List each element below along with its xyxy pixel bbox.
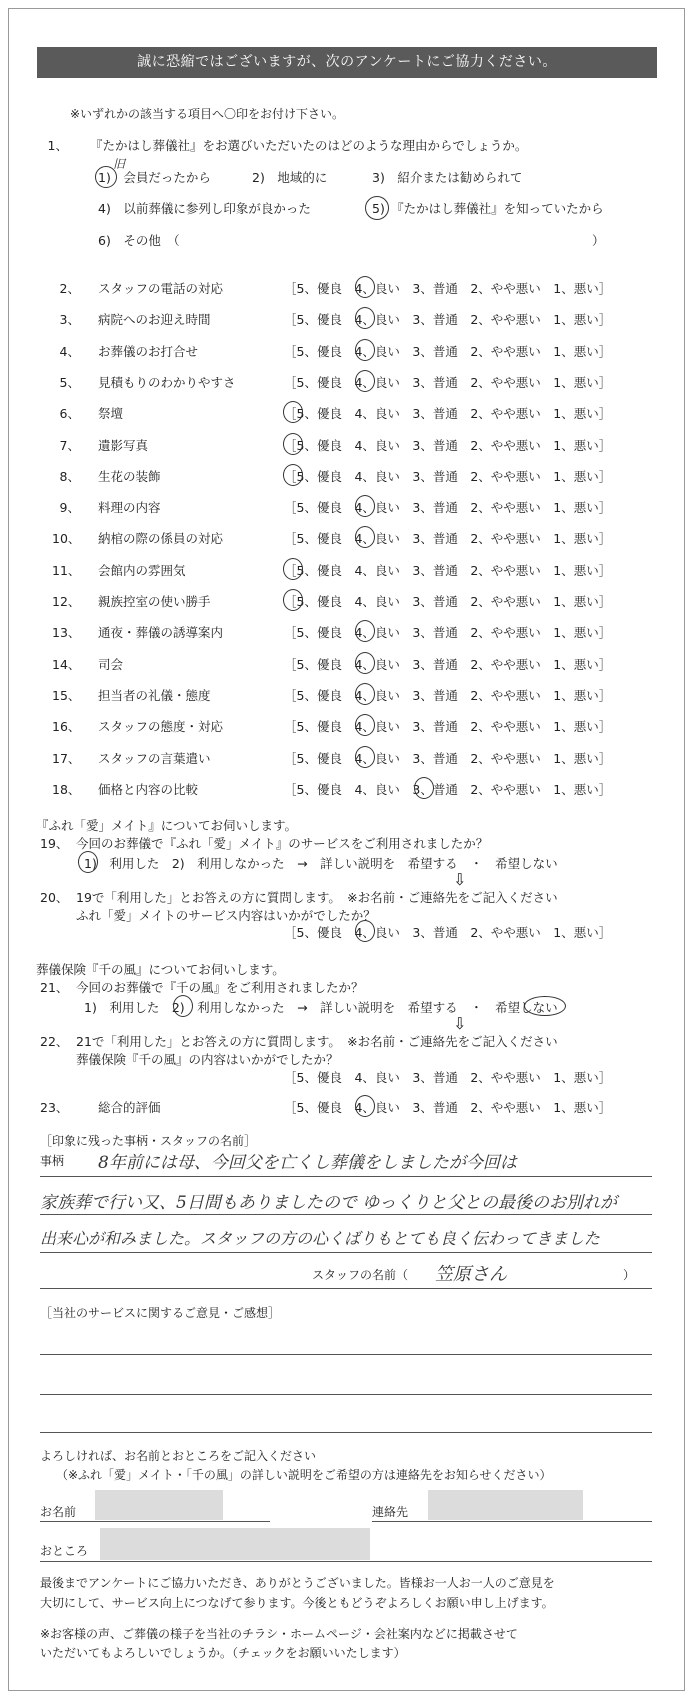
q21-options: 1) 利用した 2) 利用しなかった → 詳しい説明を 希望する ・ 希望しない xyxy=(84,1000,558,1015)
q22-scale: ［5、優良 4、良い 3、普通 2、やや悪い 1、悪い］ xyxy=(284,1070,612,1085)
rating-selected-circle xyxy=(355,526,375,548)
impression-rule-2 xyxy=(40,1214,652,1215)
staff-name-value: 笠原さん xyxy=(435,1264,507,1285)
address-label: おところ xyxy=(40,1544,89,1558)
rating-question-number: 6、 xyxy=(59,406,80,421)
rating-question-label: 料理の内容 xyxy=(98,500,161,515)
rating-selected-circle xyxy=(283,401,303,423)
rating-selected-circle xyxy=(283,589,303,611)
contact-line-2: （※ふれ「愛」メイト・「千の風」の詳しい説明をご希望の方は連絡先をお知らせください） xyxy=(56,1468,552,1482)
opinion-heading: ［当社のサービスに関するご意見・ご感想］ xyxy=(40,1306,281,1320)
q19-number: 19、 xyxy=(40,836,69,851)
rating-question-scale: ［5、優良 4、良い 3、普通 2、やや悪い 1、悪い］ xyxy=(284,281,612,296)
rating-selected-circle xyxy=(355,339,375,361)
q19-options: 1) 利用した 2) 利用しなかった → 詳しい説明を 希望する ・ 希望しない xyxy=(84,856,558,871)
rating-selected-circle xyxy=(414,777,434,799)
contact-rule xyxy=(372,1521,652,1522)
q1-option-3: 3) 紹介または勧められて xyxy=(372,170,523,185)
rating-selected-circle xyxy=(355,495,375,517)
rating-question-number: 9、 xyxy=(59,500,80,515)
address-rule xyxy=(40,1561,652,1562)
q21-option-2-circle xyxy=(173,995,193,1017)
rating-question-scale: ［5、優良 4、良い 3、普通 2、やや悪い 1、悪い］ xyxy=(284,406,612,421)
rating-question-number: 17、 xyxy=(52,751,81,766)
q1-text: 『たかはし葬儀社』をお選びいただいたのはどのような理由からでしょうか。 xyxy=(90,138,528,153)
rating-question-number: 13、 xyxy=(52,625,81,640)
q1-option-6-close: ） xyxy=(592,233,605,248)
q20-number: 20、 xyxy=(40,890,69,905)
q1-number: 1、 xyxy=(47,138,68,153)
rating-selected-circle xyxy=(355,276,375,298)
q21-down-arrow-icon: ⇩ xyxy=(453,1014,467,1033)
rating-question-number: 12、 xyxy=(52,594,81,609)
rating-question-number: 5、 xyxy=(59,375,80,390)
q1-option-5: 5) 『たかはし葬儀社』を知っていたから xyxy=(372,201,604,216)
contact-redacted-field xyxy=(428,1490,583,1520)
q1-option-6: 6) その他 （ xyxy=(98,233,180,248)
rating-selected-circle xyxy=(355,307,375,329)
q21-text: 今回のお葬儀で『千の風』をご利用されましたか？ xyxy=(76,980,364,995)
impression-line-3: 出来心が和みました。スタッフの方の心くばりもとても良く伝わってきました xyxy=(40,1229,600,1248)
rating-question-scale: ［5、優良 4、良い 3、普通 2、やや悪い 1、悪い］ xyxy=(284,438,612,453)
opinion-rule-3 xyxy=(40,1432,652,1433)
staff-name-close: ） xyxy=(623,1268,636,1282)
name-rule xyxy=(40,1521,270,1522)
rating-question-label: 会館内の雰囲気 xyxy=(98,563,186,578)
rating-question-label: スタッフの態度・対応 xyxy=(98,719,224,734)
rating-selected-circle xyxy=(355,370,375,392)
rating-question-scale: ［5、優良 4、良い 3、普通 2、やや悪い 1、悪い］ xyxy=(284,375,612,390)
q19-down-arrow-icon: ⇩ xyxy=(453,870,467,889)
q1-option-4: 4) 以前葬儀に参列し印象が良かった xyxy=(98,201,311,216)
closing-line-1: 最後までアンケートにご協力いただき、ありがとうございました。皆様お一人お一人のご意見を xyxy=(40,1576,555,1590)
q21-number: 21、 xyxy=(40,980,69,995)
rating-question-label: お葬儀のお打合せ xyxy=(98,344,199,359)
rating-question-number: 7、 xyxy=(59,438,80,453)
impression-line-1: 8年前には母、今回父を亡くし葬儀をしましたが今回は xyxy=(98,1153,517,1173)
q1-option-1: 1) 会員だったから xyxy=(98,170,211,185)
q22-number: 22、 xyxy=(40,1034,69,1049)
q20-text: 19で「利用した」とお答えの方に質問します。 ※お名前・ご連絡先をご記入ください xyxy=(76,890,558,905)
rating-question-label: 通夜・葬儀の誘導案内 xyxy=(98,625,224,640)
q1-option-5-circle xyxy=(365,196,389,220)
rating-question-scale: ［5、優良 4、良い 3、普通 2、やや悪い 1、悪い］ xyxy=(284,719,612,734)
impression-rule-1 xyxy=(40,1176,652,1177)
rating-question-label: 祭壇 xyxy=(98,406,124,421)
impression-rule-3 xyxy=(40,1252,652,1253)
rating-question-label: スタッフの言葉遣い xyxy=(98,751,211,766)
footer-note-2: いただいてもよろしいでしょうか。（チェックをお願いいたします） xyxy=(40,1646,406,1660)
contact-line-1: よろしければ、お名前とおところをご記入ください xyxy=(40,1449,317,1463)
rating-selected-circle xyxy=(283,464,303,486)
rating-question-label: 価格と内容の比較 xyxy=(98,782,199,797)
fureai-intro: 『ふれ「愛」メイト』についてお伺いします。 xyxy=(36,818,298,833)
opinion-rule-2 xyxy=(40,1394,652,1395)
q1-handwritten-note: 旧 xyxy=(113,157,126,171)
rating-question-number: 15、 xyxy=(52,688,81,703)
rating-question-label: 司会 xyxy=(98,657,124,672)
rating-question-label: 納棺の際の係員の対応 xyxy=(98,531,224,546)
rating-selected-circle xyxy=(355,683,375,705)
rating-question-number: 3、 xyxy=(59,312,80,327)
q22-text: 21で「利用した」とお答えの方に質問します。 ※お名前・ご連絡先をご記入ください xyxy=(76,1034,558,1049)
rating-question-label: 病院へのお迎え時間 xyxy=(98,312,211,327)
rating-selected-circle xyxy=(355,714,375,736)
rating-question-scale: ［5、優良 4、良い 3、普通 2、やや悪い 1、悪い］ xyxy=(284,344,612,359)
rating-question-number: 4、 xyxy=(59,344,80,359)
rating-question-scale: ［5、優良 4、良い 3、普通 2、やや悪い 1、悪い］ xyxy=(284,751,612,766)
name-label: お名前 xyxy=(40,1505,77,1519)
rating-question-scale: ［5、優良 4、良い 3、普通 2、やや悪い 1、悪い］ xyxy=(284,688,612,703)
rating-question-label: 親族控室の使い勝手 xyxy=(98,594,211,609)
q20-scale: ［5、優良 4、良い 3、普通 2、やや悪い 1、悪い］ xyxy=(284,925,612,940)
rating-question-number: 18、 xyxy=(52,782,81,797)
address-redacted-field xyxy=(100,1528,370,1560)
survey-header: 誠に恐縮ではございますが、次のアンケートにご協力ください。 xyxy=(37,47,657,78)
rating-question-scale: ［5、優良 4、良い 3、普通 2、やや悪い 1、悪い］ xyxy=(284,625,612,640)
q23-label: 総合的評価 xyxy=(98,1100,161,1115)
rating-question-scale: ［5、優良 4、良い 3、普通 2、やや悪い 1、悪い］ xyxy=(284,782,612,797)
rating-selected-circle xyxy=(283,433,303,455)
rating-question-number: 14、 xyxy=(52,657,81,672)
impression-side-label: 事柄 xyxy=(40,1154,65,1168)
instruction-text: ※いずれかの該当する項目へ〇印をお付け下さい。 xyxy=(70,107,345,121)
rating-question-label: 担当者の礼儀・態度 xyxy=(98,688,211,703)
impression-rule-4 xyxy=(40,1288,652,1289)
rating-question-number: 10、 xyxy=(52,531,81,546)
q23-scale: ［5、優良 4、良い 3、普通 2、やや悪い 1、悪い］ xyxy=(284,1100,612,1115)
hoken-intro: 葬儀保険『千の風』についてお伺いします。 xyxy=(36,962,285,977)
q23-selected-circle xyxy=(355,1095,375,1117)
rating-question-scale: ［5、優良 4、良い 3、普通 2、やや悪い 1、悪い］ xyxy=(284,594,612,609)
rating-question-label: 生花の装飾 xyxy=(98,469,161,484)
impression-heading: ［印象に残った事柄・スタッフの名前］ xyxy=(40,1134,257,1148)
rating-question-scale: ［5、優良 4、良い 3、普通 2、やや悪い 1、悪い］ xyxy=(284,500,612,515)
rating-selected-circle xyxy=(355,746,375,768)
q22-subtext: 葬儀保険『千の風』の内容はいかがでしたか？ xyxy=(76,1052,339,1067)
rating-question-scale: ［5、優良 4、良い 3、普通 2、やや悪い 1、悪い］ xyxy=(284,657,612,672)
rating-question-label: 遺影写真 xyxy=(98,438,149,453)
rating-question-scale: ［5、優良 4、良い 3、普通 2、やや悪い 1、悪い］ xyxy=(284,531,612,546)
rating-question-number: 8、 xyxy=(59,469,80,484)
rating-selected-circle xyxy=(355,620,375,642)
q21-no-explain-circle xyxy=(524,996,566,1016)
name-redacted-field xyxy=(95,1490,223,1520)
q1-option-2: 2) 地域的に xyxy=(252,170,328,185)
footer-note-1: ※お客様の声、ご葬儀の様子を当社のチラシ・ホームページ・会社案内などに掲載させて xyxy=(40,1627,518,1641)
q23-number: 23、 xyxy=(40,1100,69,1115)
staff-name-label: スタッフの名前（ xyxy=(312,1268,409,1282)
q19-text: 今回のお葬儀で『ふれ「愛」メイト』のサービスをご利用されましたか？ xyxy=(76,836,489,851)
q19-option-1-circle xyxy=(78,851,98,873)
rating-question-label: 見積もりのわかりやすさ xyxy=(98,375,236,390)
opinion-rule-1 xyxy=(40,1354,652,1355)
contact-label: 連絡先 xyxy=(372,1505,409,1519)
rating-question-scale: ［5、優良 4、良い 3、普通 2、やや悪い 1、悪い］ xyxy=(284,469,612,484)
q20-subtext: ふれ「愛」メイトのサービス内容はいかがでしたか？ xyxy=(76,908,376,923)
impression-line-2: 家族葬で行い又、5日間もありましたので ゆっくりと父との最後のお別れが xyxy=(40,1193,618,1213)
rating-question-label: スタッフの電話の対応 xyxy=(98,281,224,296)
rating-question-scale: ［5、優良 4、良い 3、普通 2、やや悪い 1、悪い］ xyxy=(284,563,612,578)
rating-question-number: 11、 xyxy=(52,563,81,578)
rating-question-number: 16、 xyxy=(52,719,81,734)
closing-line-2: 大切にして、サービス向上につなげて参ります。今後ともどうぞよろしくお願い申し上げます。 xyxy=(40,1596,554,1610)
rating-selected-circle xyxy=(283,558,303,580)
rating-question-number: 2、 xyxy=(59,281,80,296)
q20-selected-circle xyxy=(355,920,375,942)
rating-question-scale: ［5、優良 4、良い 3、普通 2、やや悪い 1、悪い］ xyxy=(284,312,612,327)
rating-selected-circle xyxy=(355,652,375,674)
